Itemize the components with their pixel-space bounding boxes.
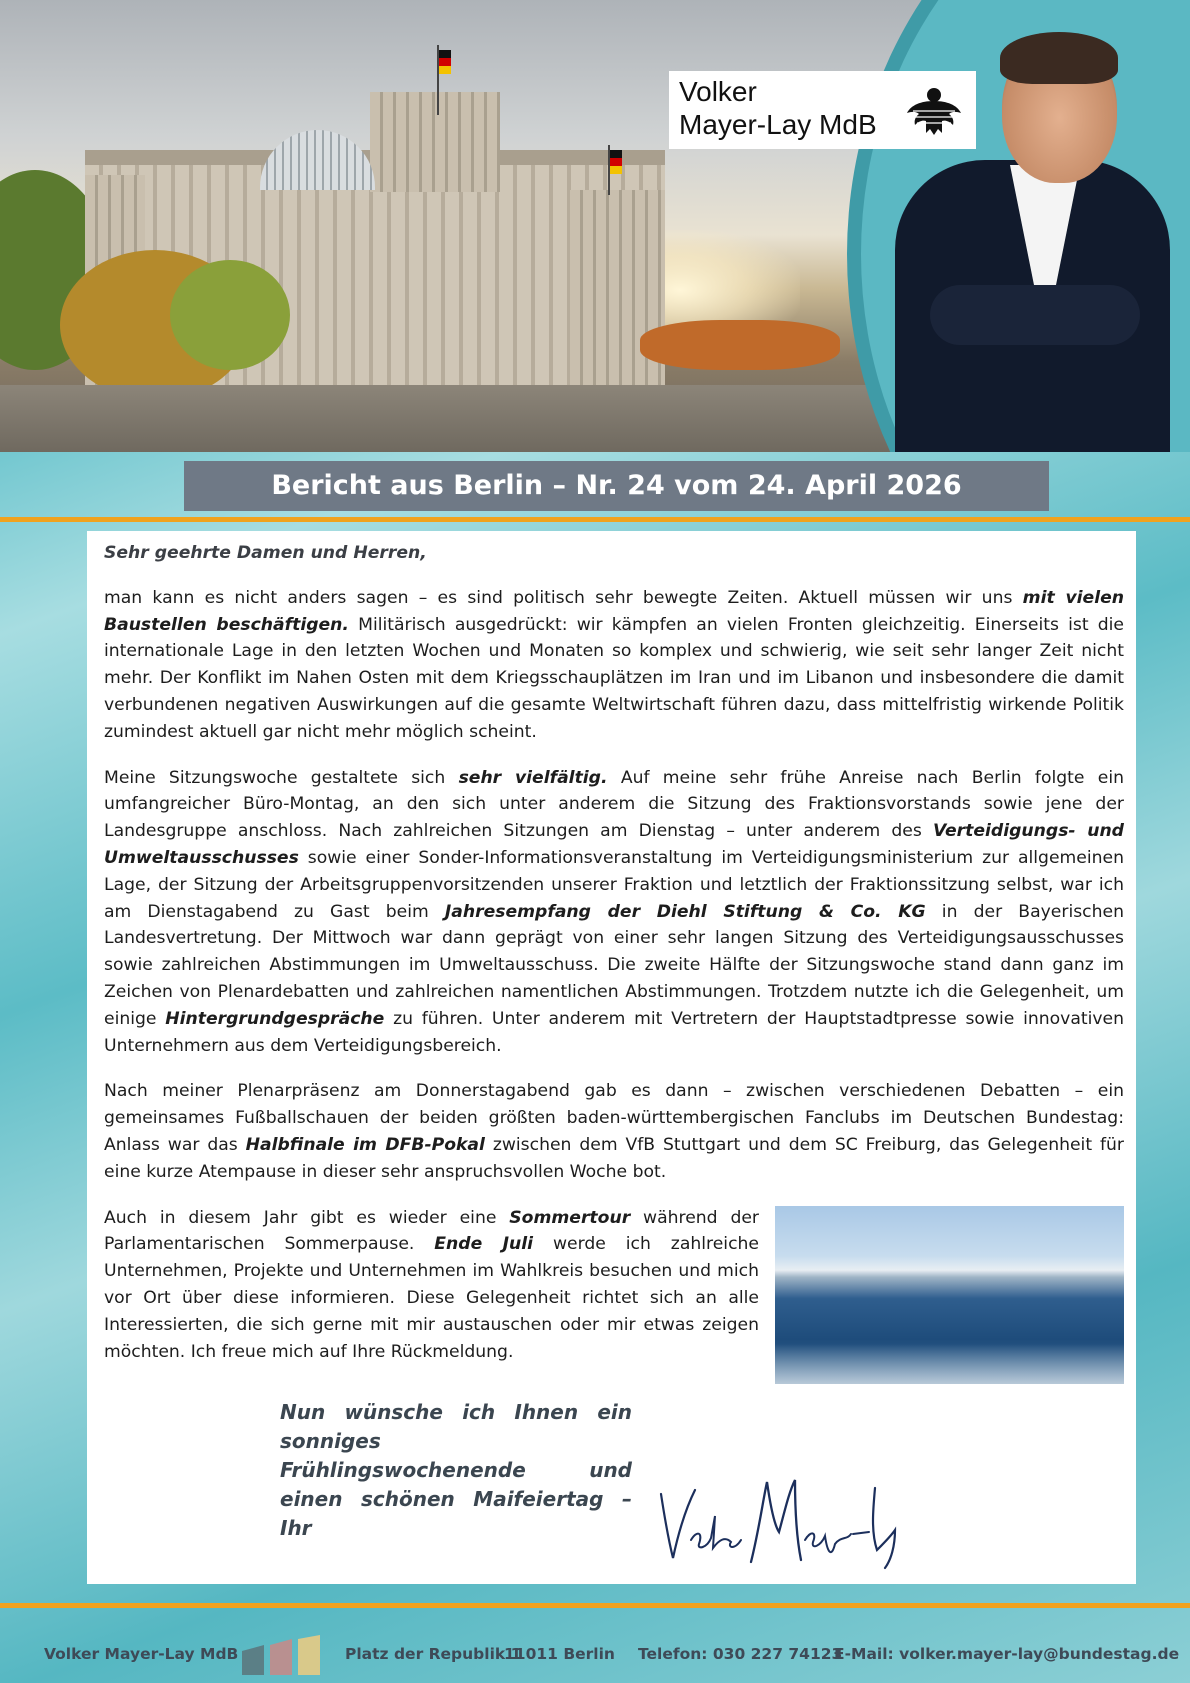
lake-photo xyxy=(775,1206,1124,1384)
portrait-crossed-arms xyxy=(930,285,1140,345)
handwritten-signature xyxy=(655,1470,915,1570)
footer-address: Platz der Republik 1 xyxy=(345,1645,522,1663)
footer-logo-bars-icon xyxy=(240,1635,322,1675)
text: während der Parlamentarischen Sommerpause. xyxy=(104,1207,759,1255)
page-title: Bericht aus Berlin – Nr. 24 vom 24. April 2026 xyxy=(184,461,1049,511)
name-line-2: Mayer-Lay MdB xyxy=(679,109,877,140)
footer-name: Volker Mayer-Lay MdB xyxy=(44,1645,239,1663)
text: man kann es nicht anders sagen – es sind politisch sehr bewegte Zeiten. Aktuell müssen wir uns xyxy=(104,587,1023,608)
text: Auch in diesem Jahr gibt es wieder eine xyxy=(104,1207,510,1228)
footer-city: 11011 Berlin xyxy=(504,1645,615,1663)
closing-greeting: Nun wünsche ich Ihnen ein sonniges Frühlingswochenende und einen schönen Maifeiertag – Ihr xyxy=(280,1400,632,1540)
text: Auf meine sehr frühe Anreise nach Berlin folgte ein umfangreicher Büro-Montag, an den sich unter anderem die Sitzung des Fraktionsvorstands sowie jene der Landesgruppe anschloss. Nach zahlreichen Sitzungen am Dienstag – unter anderem des xyxy=(104,767,1124,842)
emphasis: Jahresempfang der Diehl Stiftung & Co. KG xyxy=(444,901,926,922)
reichstag-dome xyxy=(260,130,375,190)
emphasis: Halbfinale im DFB-Pokal xyxy=(245,1134,485,1155)
emphasis: Verteidigungs- und Umweltausschusses xyxy=(104,821,1124,868)
emphasis: Ende Juli xyxy=(434,1234,534,1255)
autumn-trees xyxy=(640,320,840,370)
portrait-hair xyxy=(1000,32,1118,84)
text: werde ich zahlreiche Unternehmen, Projekte und Unternehmen im Wahlkreis besuchen und mich vor Ort über diese informieren. Diese Gelegenheit richtet sich an alle Interessierten, die sich gerne mit mir austauschen oder mir etwas zeigen möchten. Ich freue mich auf Ihre Rückmeldung. xyxy=(104,1234,759,1362)
footer xyxy=(0,1610,1190,1683)
text: Militärisch ausgedrückt: wir kämpfen an vielen Fronten gleichzeitig. Einerseits ist die internationale Lage in den letzten Wochen und Monaten so komplex und schwierig, wie seit sehr langer Zeit nicht mehr. Der Konflikt im Nahen Osten mit dem Kriegsschauplätzen im Iran und im Libanon und insbesondere die damit verbundenen negativen Auswirkungen auf die gesamte Weltwirtschaft führen dazu, dass mittelfristig wirkende Politik zumindest aktuell gar nicht mehr möglich scheint. xyxy=(104,614,1124,742)
german-flag xyxy=(610,150,622,174)
german-flag xyxy=(439,50,451,74)
paragraph-3 xyxy=(104,1078,1124,1185)
salutation: Sehr geehrte Damen und Herren, xyxy=(104,543,427,563)
footer-email: E-Mail: volker.mayer-lay@bundestag.de xyxy=(834,1645,1180,1663)
text: Meine Sitzungswoche gestaltete sich xyxy=(104,767,459,788)
header-photo-reichstag xyxy=(0,0,1190,452)
name-card-text xyxy=(679,75,877,141)
bundestag-eagle-icon xyxy=(905,81,963,139)
footer-phone: Telefon: 030 227 74123 xyxy=(638,1645,843,1663)
paragraph-1 xyxy=(104,585,1124,746)
emphasis: Hintergrundgespräche xyxy=(165,1008,385,1029)
footer-divider xyxy=(0,1603,1190,1608)
text: in der Bayerischen Landesvertretung. Der Mittwoch war dann geprägt von einer sehr langen Sitzung des Verteidigungsausschusses sowie zahlreichen Abstimmungen im Umweltausschuss. Die zweite Hälfte der Sitzungswoche stand dann ganz im Zeichen von Plenardebatten und zahlreichen namentlichen Abstimmungen. Trotzdem nutzte ich die Gelegenheit, um einige xyxy=(104,901,1124,1029)
emphasis: sehr vielfältig. xyxy=(458,767,608,788)
name-line-1: Volker xyxy=(679,76,757,107)
emphasis: Sommertour xyxy=(509,1207,631,1228)
paragraph-2 xyxy=(104,765,1124,1060)
accent-divider xyxy=(0,517,1190,522)
text: zwischen dem VfB Stuttgart und dem SC Freiburg, das Gelegenheit für eine kurze Atempause in dieser sehr anspruchsvollen Woche bot. xyxy=(104,1134,1124,1182)
text: zu führen. Unter anderem mit Vertretern der Hauptstadtpresse sowie innovativen Unternehmern aus dem Verteidigungsbereich. xyxy=(104,1008,1125,1056)
lake-shore xyxy=(775,1344,1124,1384)
tree xyxy=(170,260,290,370)
name-card xyxy=(669,71,976,149)
plaza xyxy=(0,385,900,452)
text: Nach meiner Plenarpräsenz am Donnerstagabend gab es dann – zwischen verschiedenen Debatten – ein gemeinsames Fußballschauen der beiden größten baden-württembergischen Fanclubs im Deutschen Bundestag: Anlass war das xyxy=(104,1081,1124,1155)
letter-body xyxy=(104,540,1124,1398)
emphasis: mit vielen Baustellen beschäftigen. xyxy=(104,587,1124,635)
text: sowie einer Sonder-Informationsveranstaltung im Verteidigungsministerium zur allgemeinen Lage, der Sitzung der Arbeitsgruppenvorsitzenden unserer Fraktion und letztlich der Fraktionssitzung selbst, war ich am Dienstagabend zu Gast beim xyxy=(104,847,1124,922)
reichstag-tower xyxy=(370,92,500,192)
